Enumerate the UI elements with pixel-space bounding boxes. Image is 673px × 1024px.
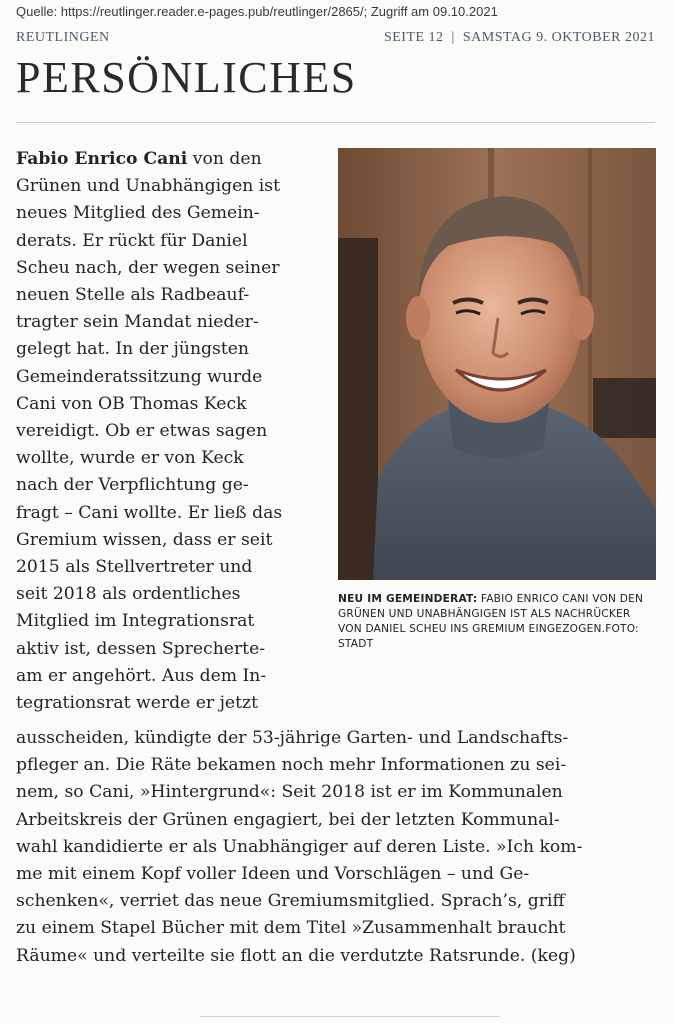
article-line: Arbeitskreis der Grünen engagiert, bei der letzten Kommunal- xyxy=(16,809,560,830)
masthead-date: SAMSTAG 9. OKTOBER 2021 xyxy=(462,30,655,45)
article-line: tragter sein Mandat nieder- xyxy=(16,312,259,333)
article-line: seit 2018 als ordentliches xyxy=(16,584,241,605)
article-line: Räume« und verteilte sie flott an die verdutzte Ratsrunde. (keg) xyxy=(16,945,576,966)
article-line: Gemeinderatssitzung wurde xyxy=(16,366,263,387)
article-line: wollte, wurde er von Keck xyxy=(16,448,244,469)
caption-lead: NEU IM GEMEINDERAT: xyxy=(338,593,478,605)
article-line: Fabio Enrico Cani von den xyxy=(16,149,262,169)
section-title: PERSÖNLICHES xyxy=(16,53,357,102)
article-line: schenken«, verriet das neue Gremiumsmitglied. Sprach’s, griff xyxy=(16,891,565,912)
article-line: wahl kandidierte er als Unabhängiger auf deren Liste. »Ich kom- xyxy=(16,836,583,857)
article-line: Grünen und Unabhängigen ist xyxy=(16,176,281,197)
article-line: neuen Stelle als Radbeauf- xyxy=(16,285,250,306)
article-line: 2015 als Stellvertreter und xyxy=(16,557,253,578)
article-line: fragt – Cani wollte. Er ließ das xyxy=(16,502,283,523)
source-note: Quelle: https://reutlinger.reader.e-pages.pub/reutlinger/2865/; Zugriff am 09.10.2021 xyxy=(16,4,498,19)
article-line: nem, so Cani, »Hintergrund«: Seit 2018 ist er im Kommunalen xyxy=(16,782,563,803)
photo-caption xyxy=(338,592,656,652)
article-body-column xyxy=(16,146,321,717)
masthead xyxy=(16,30,655,46)
article-line: Gremium wissen, dass er seit xyxy=(16,529,273,550)
footer-divider xyxy=(200,1016,500,1017)
article-body-full-width xyxy=(16,725,661,970)
article-line: vereidigt. Ob er etwas sagen xyxy=(16,421,268,442)
masthead-separator: | xyxy=(451,30,455,45)
header-divider xyxy=(16,122,655,123)
masthead-page-date xyxy=(384,30,655,46)
article-line: gelegt hat. In der jüngsten xyxy=(16,339,249,360)
article-line: derats. Er rückt für Daniel xyxy=(16,230,248,251)
article-line: Cani von OB Thomas Keck xyxy=(16,393,247,414)
masthead-city: REUTLINGEN xyxy=(16,30,110,45)
article-line: zu einem Stapel Bücher mit dem Titel »Zusammenhalt braucht xyxy=(16,918,566,939)
portrait-photo xyxy=(338,148,656,580)
article-line: ausscheiden, kündigte der 53-jährige Garten- und Landschafts- xyxy=(16,728,569,748)
article-line: aktiv ist, dessen Sprecherte- xyxy=(16,638,266,659)
person-name: Fabio Enrico Cani xyxy=(16,149,188,169)
masthead-page: SEITE 12 xyxy=(383,30,444,45)
article-line: Scheu nach, der wegen seiner xyxy=(16,257,280,278)
article-line: am er angehört. Aus dem In- xyxy=(16,665,267,686)
article-line: nach der Verpflichtung ge- xyxy=(16,475,249,496)
article-line: pfleger an. Die Räte bekamen noch mehr Informationen zu sei- xyxy=(16,755,567,776)
article-line: neues Mitglied des Gemein- xyxy=(16,203,260,224)
article-line: tegrationsrat werde er jetzt xyxy=(16,693,258,714)
caption-text: FABIO ENRICO CANI VON DEN GRÜNEN UND UNABHÄNGIGEN IST ALS NACHRÜCKER VON DANIEL SCHEU INS GREMIUM EINGEZOGEN.FOTO: STADT xyxy=(338,593,644,650)
article-line: me mit einem Kopf voller Ideen und Vorschlägen – und Ge- xyxy=(16,864,530,885)
article-line: Mitglied im Integrationsrat xyxy=(16,611,255,632)
